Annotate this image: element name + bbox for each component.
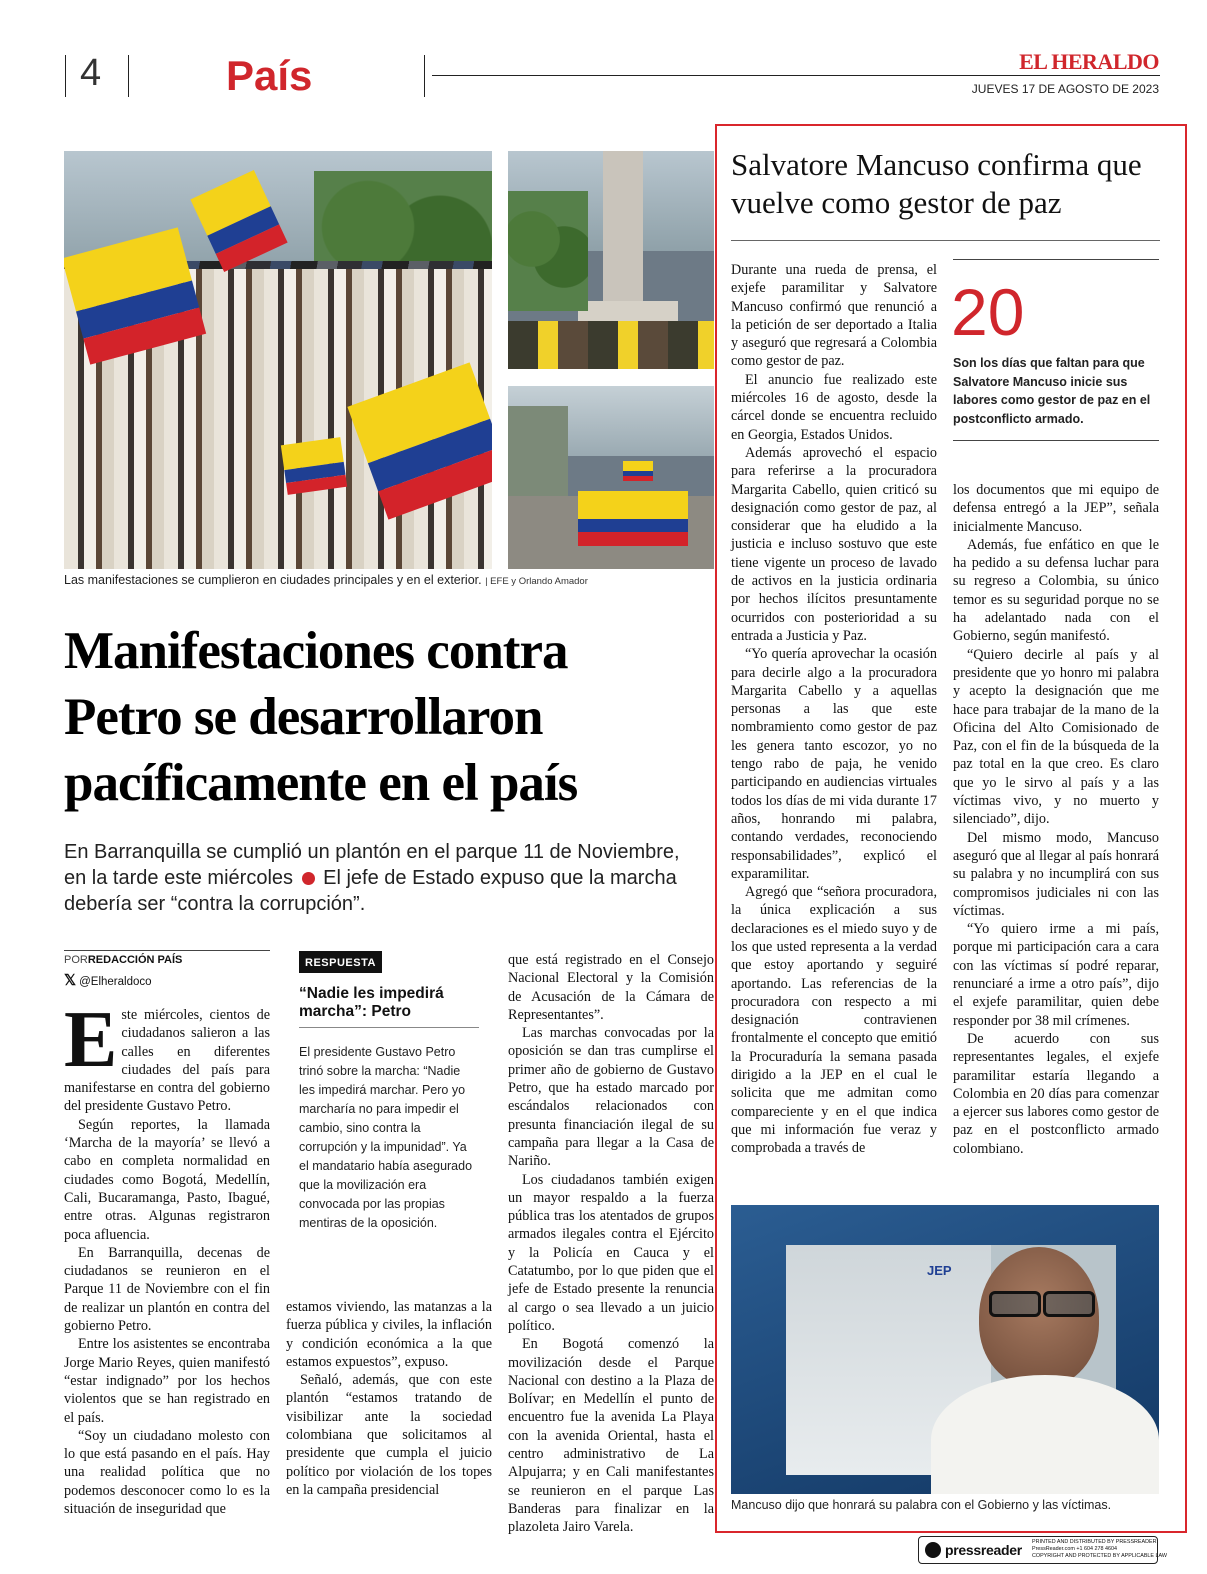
big-stat-number: 20	[951, 275, 1025, 349]
main-deck: En Barranquilla se cumplió un plantón en el parque 11 de Noviembre, en la tarde este miércoles El jefe de Estado expuso que la marcha debería ser “contra la corrupción”.	[64, 841, 680, 915]
byline-rule	[64, 950, 270, 951]
page-number: 4	[80, 52, 102, 94]
pressreader-logo-icon	[925, 1542, 941, 1558]
person-shirt	[931, 1375, 1159, 1494]
pressreader-fine-print: PRINTED AND DISTRIBUTED BY PRESSREADER PressReader.com +1 604 278 4604 COPYRIGHT AND PROTECTED BY APPLICABLE LAW	[1032, 1539, 1168, 1560]
mancuso-photo-caption: Mancuso dijo que honrará su palabra con el Gobierno y las víctimas.	[731, 1498, 1112, 1512]
pressreader-label: pressreader	[945, 1542, 1022, 1558]
header-divider-1	[65, 55, 66, 97]
main-headline: Manifestaciones contra Petro se desarrollaron pacíficamente en el país	[64, 622, 578, 812]
mancuso-photo	[731, 1205, 1159, 1494]
masthead: EL HERALDO	[1019, 49, 1159, 74]
section-title: País	[226, 52, 313, 99]
right-col-b: los documentos que mi equipo de defensa entregó a la JEP”, señala inicialmente Mancuso. Además, fue enfático en que le ha pedido a su defensa luchar para su regreso a Colombia, su único temor es su seguridad porque no se ha adelantado nada con el Gobierno, según manifestó. “Quiero decirle al país y al presidente que yo honro mi palabra y acepto la designación que me hace para trabajar de la mano de la Oficina del Alto Comisionado de Paz, con el fin de la búsqueda de la paz total en la que creo. Es claro que yo le sirvo al país y a las víctimas vivo, y no muerto y silenciado”, dijo. Del mismo modo, Mancuso aseguró que al llegar al país honrará su palabra y no incumplirá con sus compromisos judiciales ni con las víctimas. “Yo quiero irme a mi país, porque mi participación cara a cara con las víctimas sí podré reparar, renunciaré a irme a otro país”, dijo el exjefe paramilitar, quien debe responder por 38 mil crímenes. De acuerdo con sus representantes legales, el exjefe paramilitar estaría llegando a Colombia en 20 días para comenzar a ejercer sus labores como gestor de paz en el postconflicto armado colombiano.	[953, 482, 1159, 1157]
photo-credit: | EFE y Orlando Amador	[485, 576, 588, 587]
sidebar-text: El presidente Gustavo Petro trinó sobre la marcha: “Nadie les impedirá marchar. Pero yo marcharía no para impedir el cambio, sino contra la corrupción y la impunidad”. Ya el mandatario había asegurado que la movilización era convocada por las propias mentiras de la oposición.	[299, 1045, 473, 1230]
bullet-dot	[302, 872, 315, 885]
person-head	[979, 1247, 1099, 1387]
issue-date: JUEVES 17 DE AGOSTO DE 2023	[971, 82, 1159, 96]
photo-caption: Las manifestaciones se cumplieron en ciudades principales y en el exterior. | EFE y Orlando Amador	[64, 573, 588, 587]
twitter-handle[interactable]: 𝕏 @Elheraldoco	[64, 972, 152, 989]
byline: PORREDACCIÓN PAÍS	[64, 954, 183, 966]
headline-rule	[731, 240, 1160, 241]
big-stat-text: Son los días que faltan para que Salvatore Mancuso inicie sus labores como gestor de paz en el postconflicto armado.	[953, 356, 1151, 426]
x-logo-icon: 𝕏	[64, 972, 77, 989]
left-col-1: E ste miércoles, cientos de ciudadanos salieron a las calles en diferentes ciudades del país para manifestarse en contra del gobierno del presidente Gustavo Petro. Según reportes, la llamada ‘Marcha de la mayoría’ se llevó a cabo en completa normalidad en ciudades como Bogotá, Medellín, Cali, Bucaramanga, Pasto, Ibagué, entre otras. Algunas registraron poca afluencia. En Barranquilla, decenas de ciudadanos se reunieron en el Parque 11 de Noviembre con el fin de realizar un plantón en contra del gobierno Petro. Entre los asistentes se encontraba Jorge Mario Reyes, quien manifestó “estar indignado” por los hechos violentos que se han registrado en el país. “Soy un ciudadano molesto con lo que está pasando en el país. Hay una realidad política que no podemos desconocer como lo es la situación de inseguridad que	[64, 996, 270, 1518]
stat-rule-top	[953, 259, 1159, 260]
sidebar-title: “Nadie les impedirá marcha”: Petro	[299, 985, 444, 1020]
left-col-2: estamos viviendo, las matanzas a la fuerza pública y civiles, la inflación y condición económica a la que estamos expuestos”, expuso. Señaló, además, que con este plantón “estamos tratando de visibilizar ante la sociedad colombiana que solicitamos al presidente que cumpla el juicio político por violación de los topes en la campaña presidencial	[286, 1299, 492, 1498]
sidebar-rule	[299, 1027, 479, 1028]
sidebar-tag: RESPUESTA	[299, 951, 382, 973]
header-rule	[432, 75, 1160, 76]
left-col-3: que está registrado en el Consejo Nacional Electoral y la Comisión de Acusación de la Cámara de Representantes”. Las marchas convocadas por la oposición se dan tras cumplirse el primer año de gobierno de Gustavo Petro, que ha estado marcado por escándalos relacionados con presunta financiación ilegal de su campaña para llegar a la Casa de Nariño. Los ciudadanos también exigen un mayor respaldo a la fuerza pública tras los atentados de grupos armados ilegales contra el Ejército y la Policía en Cauca y el Catatumbo, por lo que piden que el jefe de Estado presente la renuncia al cargo o sea llevado a un juicio político. En Bogotá comenzó la movilización desde el Parque Nacional con destino a la Plaza de Bolívar; en Medellín el punto de encuentro fue la avenida La Playa con la avenida Oriental, hasta el centro administrativo de La Alpujarra; y en Cali manifestantes se reunieron en el parque Las Banderas para finalizar en la plazoleta Jairo Varela.	[508, 952, 714, 1536]
drop-cap: E	[64, 996, 118, 1084]
mancuso-headline: Salvatore Mancuso confirma que vuelve como gestor de paz	[731, 147, 1142, 220]
header-divider-2	[128, 55, 129, 97]
jep-screen-logo: JEP	[927, 1263, 952, 1278]
main-protest-photo	[64, 151, 492, 569]
header-divider-3	[424, 55, 425, 97]
stat-rule-bottom	[953, 440, 1159, 441]
monument-photo	[508, 151, 714, 369]
right-col-a: Durante una rueda de prensa, el exjefe paramilitar y Salvatore Mancuso confirmó que renunció a la petición de ser deportado a Italia y aseguró que regresará a Colombia como gestor de paz. El anuncio fue realizado este miércoles 16 de agosto, desde la cárcel donde se encuentra recluido en Georgia, Estados Unidos. Además aprovechó el espacio para referirse a la procuradora Margarita Cabello, quien criticó su designación como gestor de paz, al considerar que ha eludido a la justicia e incluso sostuvo que este tiene vigente un proceso de lavado de activos en la justicia ordinaria por hechos ilícitos presuntamente ocurridos con posterioridad a su entrada a Justicia y Paz. “Yo quería aprovechar la ocasión para decirle algo a la procuradora Margarita Cabello y a aquellas personas a las que este nombramiento como gestor de paz les genera tanto escozor, yo no tengo rabo de paja, he venido participando en audiencias virtuales todos los días de mi vida durante 17 años, honrando mi palabra, contando verdades, reconociendo responsabilidades”, explicó el exparamilitar. Agregó que “señora procuradora, la única explicación a sus declaraciones es el miedo suyo y de los que usted representa a la verdad que estoy aportando y seguiré aportando. Las referencias de la procuradora con respecto a mi designación contravienen frontalmente el concepto que emitió la Procuraduría la semana pasada dirigido a la JEP en el cual le solicita que me admitan como compareciente y en el que indica que mi información fue veraz y comprobada a través de	[731, 262, 937, 1157]
street-march-photo	[508, 386, 714, 569]
pressreader-badge[interactable]	[918, 1536, 1168, 1564]
